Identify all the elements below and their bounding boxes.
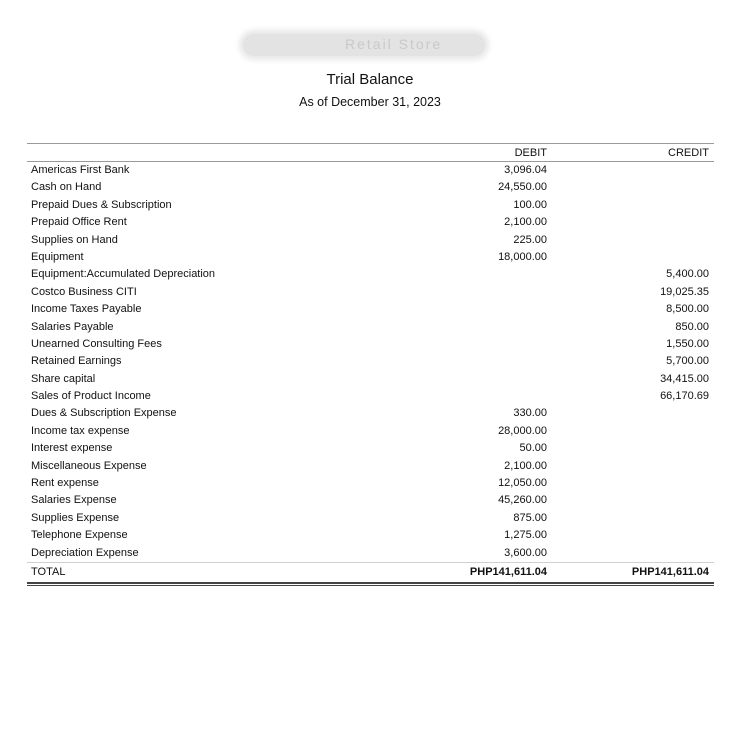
debit-amount: 3,600.00 [504, 546, 547, 559]
account-name: Share capital [31, 372, 96, 385]
account-name: Interest expense [31, 442, 113, 455]
account-name: Costco Business CITI [31, 285, 137, 298]
table-row [27, 162, 714, 179]
table-row [27, 232, 714, 249]
account-name: Telephone Expense [31, 529, 128, 542]
table-row [27, 388, 714, 405]
trial-balance-table [27, 143, 714, 586]
account-name: Sales of Product Income [31, 390, 151, 403]
table-row [27, 527, 714, 544]
debit-amount: 24,550.00 [498, 181, 547, 194]
account-name: Prepaid Office Rent [31, 216, 127, 229]
table-row [27, 545, 714, 562]
debit-amount: 45,260.00 [498, 494, 547, 507]
account-name: Miscellaneous Expense [31, 459, 147, 472]
credit-amount: 66,170.69 [660, 390, 709, 403]
debit-amount: 2,100.00 [504, 459, 547, 472]
table-row [27, 492, 714, 509]
account-name: Americas First Bank [31, 164, 130, 176]
table-row [27, 284, 714, 301]
table-row [27, 319, 714, 336]
table-row [27, 475, 714, 492]
total-credit: PHP141,611.04 [631, 565, 709, 578]
debit-amount: 100.00 [513, 198, 547, 211]
table-row [27, 249, 714, 266]
debit-amount: 875.00 [513, 511, 547, 524]
total-row [27, 562, 714, 581]
credit-amount: 5,400.00 [666, 268, 709, 281]
debit-amount: 18,000.00 [498, 250, 547, 263]
account-name: Cash on Hand [31, 181, 102, 194]
debit-amount: 12,050.00 [498, 477, 547, 490]
debit-amount: 2,100.00 [504, 216, 547, 229]
debit-amount: 50.00 [519, 442, 547, 455]
total-double-rule [27, 582, 714, 586]
account-name: Unearned Consulting Fees [31, 337, 162, 350]
debit-amount: 3,096.04 [504, 164, 547, 176]
credit-amount: 1,550.00 [666, 337, 709, 350]
account-name: Rent expense [31, 477, 99, 490]
account-name: Supplies Expense [31, 511, 120, 524]
table-row [27, 353, 714, 370]
account-name: Dues & Subscription Expense [31, 407, 177, 420]
debit-amount: 225.00 [513, 233, 547, 246]
table-row [27, 458, 714, 475]
account-name: Retained Earnings [31, 355, 122, 368]
table-row [27, 179, 714, 196]
redacted-company-ghost-text: Retail Store [345, 36, 443, 52]
account-name: Supplies on Hand [31, 233, 118, 246]
account-name: Income Taxes Payable [31, 303, 142, 316]
account-name: Salaries Expense [31, 494, 117, 507]
table-body [27, 162, 714, 562]
table-row [27, 510, 714, 527]
table-row [27, 301, 714, 318]
account-name: Equipment [31, 250, 84, 263]
table-header-row [27, 144, 714, 162]
account-name: Equipment:Accumulated Depreciation [31, 268, 216, 281]
report-title: Trial Balance [326, 71, 414, 88]
table-row [27, 440, 714, 457]
account-name: Depreciation Expense [31, 546, 139, 559]
account-name: Income tax expense [31, 424, 130, 437]
credit-amount: 8,500.00 [666, 303, 709, 316]
table-row [27, 197, 714, 214]
table-row [27, 214, 714, 231]
debit-amount: 330.00 [513, 407, 547, 420]
credit-amount: 5,700.00 [666, 355, 709, 368]
report-date: As of December 31, 2023 [299, 95, 441, 109]
credit-column-header: CREDIT [668, 147, 709, 159]
account-name: Salaries Payable [31, 320, 114, 333]
debit-amount: 1,275.00 [504, 529, 547, 542]
credit-amount: 850.00 [675, 320, 709, 333]
credit-amount: 19,025.35 [660, 285, 709, 298]
table-row [27, 423, 714, 440]
table-row [27, 336, 714, 353]
account-name: Prepaid Dues & Subscription [31, 198, 172, 211]
debit-amount: 28,000.00 [498, 424, 547, 437]
table-row [27, 405, 714, 422]
debit-column-header: DEBIT [514, 147, 547, 159]
table-row [27, 371, 714, 388]
credit-amount: 34,415.00 [660, 372, 709, 385]
table-row [27, 266, 714, 283]
total-label: TOTAL [31, 565, 66, 578]
total-debit: PHP141,611.04 [469, 565, 547, 578]
